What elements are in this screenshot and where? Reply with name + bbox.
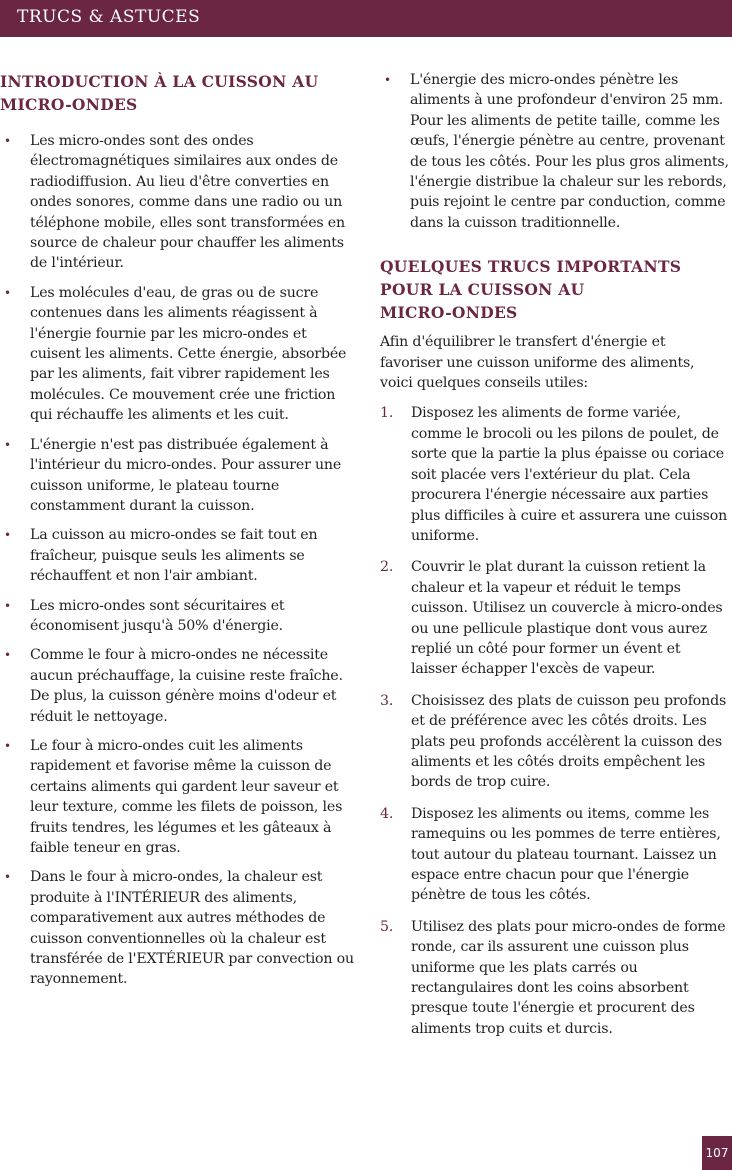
right-column <box>380 70 730 1039</box>
list-item-text: L'énergie n'est pas distribuée également à l'intérieur du micro-ondes. Pour assurer une cuisson uniforme, le plateau tourne constamment durant la cuisson. <box>30 436 342 514</box>
list-item-text: Disposez les aliments ou items, comme les ramequins ou les pommes de terre entières, tout autour du plateau tournant. Laissez un espace entre chacun pour que l'énergie pénètre de tous les côtés. <box>411 805 721 904</box>
list-item <box>0 867 355 989</box>
page-number: 107 <box>702 1136 732 1170</box>
continued-bullet-list <box>380 70 730 233</box>
list-item-text: Utilisez des plats pour micro-ondes de forme ronde, car ils assurent une cuisson plus uniforme que les plats carrés ou rectangulaires dont les coins absorbent presque toute l'énergie et procurent des aliments trop cuits et durcis. <box>411 918 726 1037</box>
intro-bullet-list <box>0 131 355 990</box>
tips-numbered-list <box>380 403 730 1039</box>
list-item-text: Couvrir le plat durant la cuisson retient la chaleur et la vapeur et réduit le temps cuisson. Utilisez un couvercle à micro-ondes ou une pellicule plastique dont vous aurez replié un côté pour former un évent et laisser échapper l'excès de vapeur. <box>411 559 723 678</box>
tips-intro: Afin d'équilibrer le transfert d'énergie et favoriser une cuisson uniforme des aliments, voici quelques conseils utiles: <box>380 334 695 392</box>
bullet-icon: • <box>4 134 11 148</box>
left-column <box>0 70 355 990</box>
list-item <box>0 435 355 517</box>
bullet-icon: • <box>4 598 11 613</box>
list-item-text: L'énergie des micro-ondes pénètre les aliments à une profondeur d'environ 25 mm. Pour les aliments de petite taille, comme les œufs, l'énergie pénètre au centre, provenant de tous les côtés. Pour les plus gros aliments, l'énergie distribue la chaleur sur les rebords, puis rejoint le centre par conduction, comme dans la cuisson traditionnelle. <box>410 72 729 231</box>
bullet-icon: • <box>4 648 11 663</box>
list-item-text: Les micro-ondes sont sécuritaires et économisent jusqu'à 50% d'énergie. <box>30 597 285 634</box>
section-title: TRUCS & ASTUCES <box>17 7 201 27</box>
bullet-icon: • <box>4 285 11 300</box>
list-number: 2. <box>380 559 394 576</box>
list-item-text: Comme le four à micro-ondes ne nécessite aucun préchauffage, la cuisine reste fraîche. De plus, la cuisson génère moins d'odeur et réduit le nettoyage. <box>30 647 343 725</box>
bullet-icon: • <box>4 528 11 543</box>
list-item <box>0 131 355 274</box>
list-item <box>0 736 355 858</box>
list-item-text: Choisissez des plats de cuisson peu profonds et de préférence avec les côtés droits. Les plats peu profonds accélèrent la cuisson des aliments et les côtés droits empêchent les bords de trop cuire. <box>411 692 727 791</box>
bullet-icon: • <box>4 437 11 452</box>
list-item <box>0 645 355 727</box>
intro-heading-line-1: INTRODUCTION À LA CUISSON AU <box>0 72 319 91</box>
list-number: 4. <box>380 805 394 822</box>
list-number: 5. <box>380 918 394 935</box>
list-item-text: Les molécules d'eau, de gras ou de sucre contenues dans les aliments réagissent à l'énergie fournie par les micro-ondes et cuisent les aliments. Cette énergie, absorbée par les aliments, fait vibrer rapidement les molécules. Ce mouvement crée une friction qui réchauffe les aliments et les cuit. <box>30 284 347 424</box>
list-item <box>380 804 730 906</box>
list-item <box>380 70 730 233</box>
section-header-bar <box>0 0 732 37</box>
tips-heading <box>380 255 730 324</box>
list-item <box>380 403 730 546</box>
list-item <box>0 596 355 637</box>
list-item-text: Dans le four à micro-ondes, la chaleur est produite à l'INTÉRIEUR des aliments, comparativement aux autres méthodes de cuisson conventionnelles où la chaleur est transférée de l'EXTÉRIEUR par convection ou rayonnement. <box>30 869 354 988</box>
list-item <box>0 283 355 426</box>
list-item <box>0 525 355 586</box>
list-item-text: Disposez les aliments de forme variée, comme le brocoli ou les pilons de poulet, de sorte que la partie la plus épaisse ou coriace soit placée vers l'extérieur du plat. Cela procurera l'énergie nécessaire aux parties plus difficiles à cuire et assurera une cuisson uniforme. <box>411 405 728 544</box>
list-item-text: Le four à micro-ondes cuit les aliments rapidement et favorise même la cuisson de certains aliments qui gardent leur saveur et leur texture, comme les filets de poisson, les fruits tendres, les légumes et les gâteaux à faible teneur en gras. <box>30 737 343 856</box>
intro-heading-line-2: MICRO-ONDES <box>0 95 138 114</box>
tips-heading-line-2: POUR LA CUISSON AU <box>380 280 585 300</box>
list-item-text: Les micro-ondes sont des ondes électromagnétiques similaires aux ondes de radiodiffusion. Au lieu d'être converties en ondes sonores, comme dans une radio ou un téléphone mobile, elles sont transformées en source de chaleur pour chauffer les aliments de l'intérieur. <box>30 133 345 272</box>
list-item <box>380 557 730 679</box>
bullet-icon: • <box>384 73 391 87</box>
bullet-icon: • <box>4 870 11 885</box>
list-item <box>380 691 730 793</box>
tips-heading-line-3: MICRO-ONDES <box>380 303 518 323</box>
intro-heading <box>0 70 355 116</box>
list-number: 3. <box>380 692 394 709</box>
tips-heading-line-1: QUELQUES TRUCS IMPORTANTS <box>380 257 682 277</box>
list-number: 1. <box>380 405 394 422</box>
list-item-text: La cuisson au micro-ondes se fait tout en fraîcheur, puisque seuls les aliments se réchauffent et non l'air ambiant. <box>30 527 318 585</box>
bullet-icon: • <box>4 738 11 753</box>
list-item <box>380 917 730 1039</box>
